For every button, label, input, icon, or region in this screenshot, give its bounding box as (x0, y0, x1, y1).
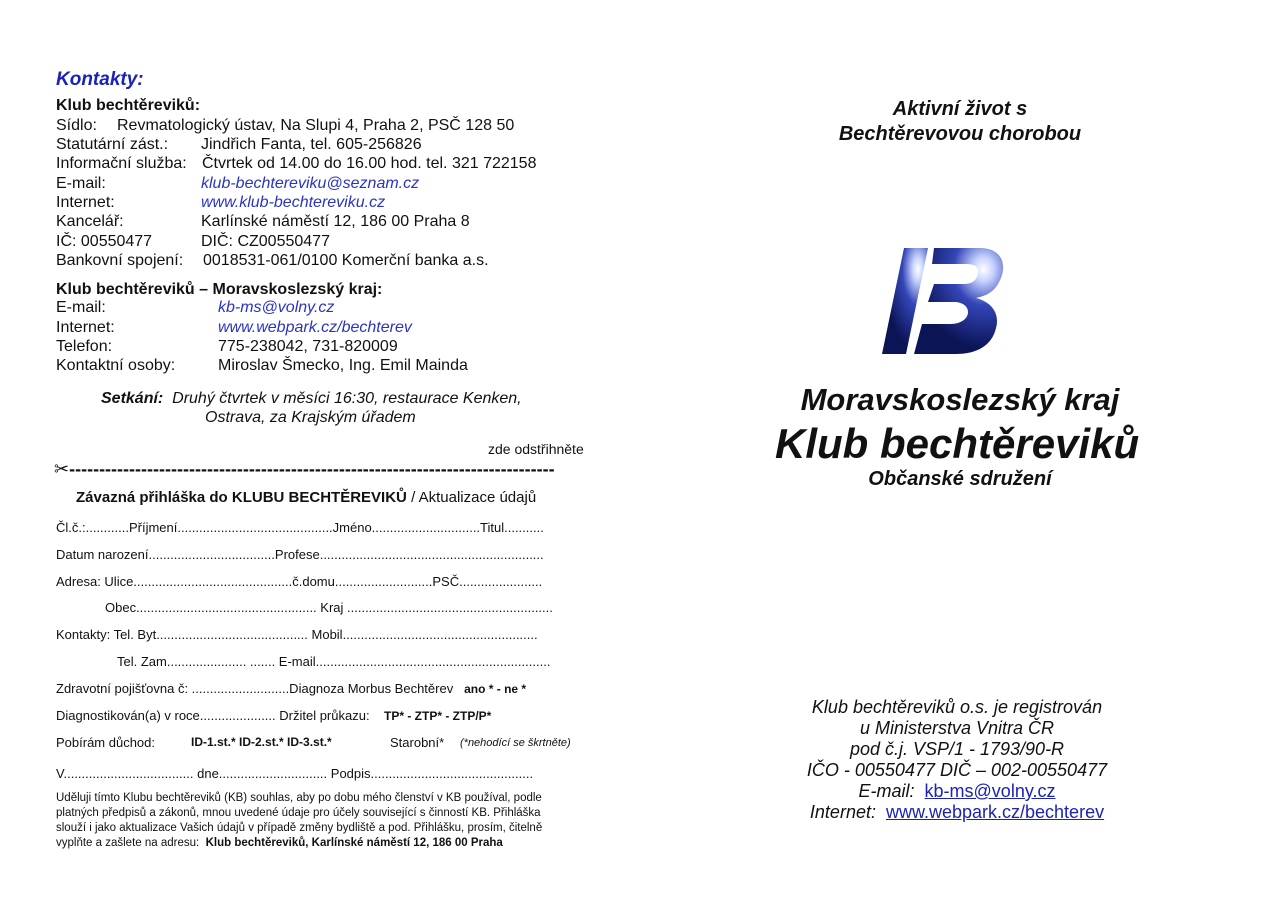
consent-line-1: Uděluji tímto Klubu bechtěreviků (KB) souhlas, aby po dobu mého členství v KB používal, podle (56, 792, 542, 804)
cut-line (54, 459, 574, 480)
club2-email-label: E-mail: (56, 299, 106, 316)
cut-dashes: --------------------------------------------------------------------------------- (69, 459, 555, 479)
consent-text (56, 791, 596, 851)
info-label: Informační služba: (56, 155, 187, 172)
reg-email-link[interactable]: kb-ms@volny.cz (924, 781, 1056, 801)
logo-b-shape (914, 248, 1003, 354)
consent-line-4: vyplňte a zašlete na adresu: Klub bechtěreviků, Karlínské náměstí 12, 186 00 Praha (56, 837, 503, 849)
reg-line-2: u Ministerstva Vnitra ČR (859, 718, 1055, 738)
club2-telefon-value: 775-238042, 731-820009 (218, 338, 398, 355)
sidlo-value: Revmatologický ústav, Na Slupi 4, Praha 2, PSČ 128 50 (117, 117, 515, 134)
kancelar-value: Karlínské náměstí 12, 186 00 Praha 8 (201, 213, 470, 230)
club2-internet-label: Internet: (56, 319, 115, 336)
reg-internet-link[interactable]: www.webpark.cz/bechterev (885, 802, 1105, 822)
form-row-diagnosed[interactable] (56, 708, 491, 723)
form-row-town[interactable]: Obec.................................................. Kraj ......................................................... (105, 600, 553, 615)
ico-text: IČ: 00550477 (56, 233, 153, 250)
strike-note: (*nehodící se škrtněte) (460, 737, 571, 749)
consent-address: Klub bechtěreviků, Karlínské náměstí 12, 186 00 Praha (205, 837, 503, 849)
club2-web-link[interactable]: www.webpark.cz/bechterev (218, 319, 412, 336)
region-title: Moravskoslezský kraj (800, 382, 1120, 417)
club1-email-link[interactable]: klub-bechtereviku@seznam.cz (201, 175, 420, 192)
form-title (76, 489, 536, 506)
meeting-text-2: Ostrava, za Krajským úřadem (205, 409, 416, 426)
email-label: E-mail: (56, 175, 106, 192)
consent-line-2: platných předpisů a zákonů, mnou uvedené údaje pro účely související s činností KB. Přihláška (56, 807, 541, 819)
contacts-heading: Kontakty: (56, 69, 144, 90)
statutar-value: Jindřich Fanta, tel. 605-256826 (201, 136, 422, 153)
form-row-membership[interactable]: Čl.č.:............Příjmení...........................................Jméno..............................Titul........... (56, 520, 544, 535)
bank-value: 0018531-061/0100 Komerční banka a.s. (203, 252, 489, 269)
info-value: Čtvrtek od 14.00 do 16.00 hod. tel. 321 722158 (202, 155, 537, 172)
club2-email-link[interactable]: kb-ms@volny.cz (218, 299, 335, 316)
internet-label: Internet: (56, 194, 115, 211)
pension-degree-choice[interactable]: ID-1.st.* ID-2.st.* ID-3.st.* (191, 735, 332, 749)
reg-email-label: E-mail: (858, 781, 915, 801)
insurance-text: Zdravotní pojišťovna č: ...........................Diagnoza Morbus Bechtěrev (56, 681, 454, 696)
registration-block (767, 697, 1147, 823)
pension-old-age[interactable]: Starobní* (390, 735, 445, 750)
form-row-pension[interactable] (56, 735, 155, 750)
kb-logo (876, 244, 1008, 356)
scissors-icon: ✂ (54, 459, 70, 479)
consent-line-3: slouží i jako aktualizace Vašich údajů v případě změny bydliště a pod. Přihlášku, prosím, čitelně (56, 822, 543, 834)
form-row-work-phone[interactable]: Tel. Zam...................... ....... E-mail................................................................. (117, 654, 551, 669)
club-name-title: Klub bechtěreviků (775, 420, 1140, 467)
diagnosis-choice[interactable]: ano * - ne * (464, 682, 527, 696)
club2-telefon-label: Telefon: (56, 338, 113, 355)
form-row-phone[interactable]: Kontakty: Tel. Byt.......................................... Mobil...................................................... (56, 627, 538, 642)
form-row-birth[interactable]: Datum narození...................................Profese.............................................................. (56, 547, 544, 562)
sidlo-label: Sídlo: (56, 117, 97, 134)
club2-title: Klub bechtěreviků – Moravskoslezský kraj: (56, 281, 383, 298)
tagline-line-1: Aktivní život s (892, 98, 1028, 120)
meeting-text-1: Druhý čtvrtek v měsíci 16:30, restaurace Kenken, (172, 390, 522, 407)
club1-title: Klub bechtěreviků: (56, 97, 201, 114)
dic-text: DIČ: CZ00550477 (201, 233, 330, 250)
club1-web-link[interactable]: www.klub-bechtereviku.cz (201, 194, 386, 211)
form-row-insurance[interactable] (56, 681, 526, 696)
statutar-label: Statutární zást.: (56, 136, 169, 153)
form-row-signature[interactable]: V.................................... dne.............................. Podpis............................................. (56, 766, 534, 781)
pension-text: Pobírám důchod: (56, 735, 156, 750)
card-choice[interactable]: TP* - ZTP* - ZTP/P* (384, 709, 492, 723)
tagline (790, 97, 1130, 147)
bank-label: Bankovní spojení: (56, 252, 184, 269)
cut-hint: zde odstřihněte (488, 441, 584, 457)
meeting-label: Setkání: (101, 390, 164, 407)
subtitle: Občanské sdružení (868, 468, 1052, 490)
reg-line-4: IČO - 00550477 DIČ – 002-00550477 (806, 760, 1108, 780)
reg-line-3: pod č.j. VSP/1 - 1793/90-R (849, 739, 1065, 759)
form-title-rest: / Aktualizace údajů (406, 489, 537, 506)
tagline-line-2: Bechtěrevovou chorobou (838, 123, 1082, 145)
kancelar-label: Kancelář: (56, 213, 124, 230)
reg-internet-label: Internet: (809, 802, 876, 822)
club2-osoby-value: Miroslav Šmecko, Ing. Emil Mainda (218, 357, 468, 374)
reg-email-line (767, 781, 1147, 802)
form-title-bold: Závazná přihláška do KLUBU BECHTĚREVIKŮ (76, 489, 407, 506)
meeting-line-1 (101, 390, 522, 408)
reg-internet-line (767, 802, 1147, 823)
form-row-address[interactable]: Adresa: Ulice............................................č.domu...........................PSČ....................... (56, 574, 543, 589)
reg-line-1: Klub bechtěreviků o.s. je registrován (811, 697, 1103, 717)
club2-osoby-label: Kontaktní osoby: (56, 357, 176, 374)
diagnosed-text: Diagnostikován(a) v roce..................... Držitel průkazu: (56, 708, 370, 723)
